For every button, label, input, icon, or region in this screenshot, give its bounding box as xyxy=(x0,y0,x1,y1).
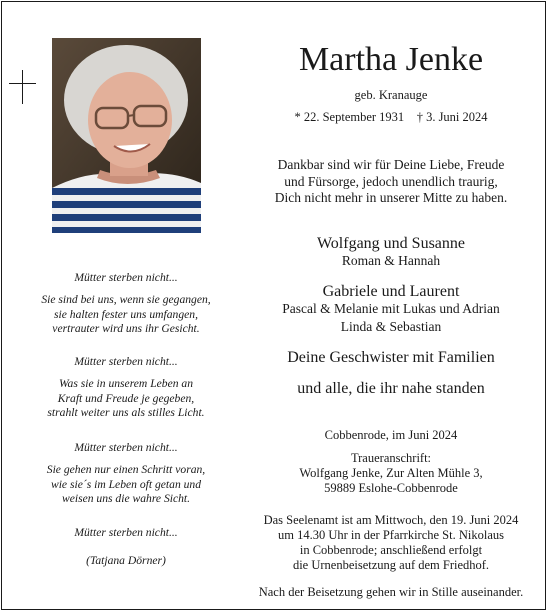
siblings: Deine Geschwister mit Familien xyxy=(287,349,495,366)
poem-refrain: Mütter sterben nicht... xyxy=(74,441,178,454)
poem-refrain: Mütter sterben nicht... xyxy=(74,526,178,539)
gratitude-text: Dankbar sind wir für Deine Liebe, Freude und Fürsorge, jedoch unendlich traurig, Dich nicht mehr in unserer Mitte zu haben. xyxy=(274,157,508,205)
poem-stanza-3: Sie gehen nur einen Schritt voran, wie sie´s im Leben oft getan und weisen uns die wahre Sicht. xyxy=(46,463,206,505)
maiden-name: geb. Kranauge xyxy=(354,88,428,102)
family-group-2-sub: Pascal & Melanie mit Lukas und Adrian xyxy=(282,301,500,316)
family-group-1-sub: Roman & Hannah xyxy=(341,253,441,268)
family-group-2: Gabriele und Laurent xyxy=(322,283,460,300)
poem-refrain: Mütter sterben nicht... xyxy=(74,355,178,368)
poem-stanza-1: Sie sind bei uns, wenn sie gegangen, sie halten fester uns umfangen, vertrauter wird uns ihr Gesicht. xyxy=(41,293,211,335)
place-date: Cobbenrode, im Juni 2024 xyxy=(324,428,458,442)
deceased-name: Martha Jenke xyxy=(298,41,484,78)
poem-refrain: Mütter sterben nicht... xyxy=(74,271,178,284)
closing-note: Nach der Beisetzung gehen wir in Stille auseinander. xyxy=(258,585,524,599)
life-dates xyxy=(240,110,542,125)
birth-date: * 22. September 1931 xyxy=(294,110,405,124)
poem-stanza-2: Was sie in unserem Leben an Kraft und Freude je gegeben, strahlt weiter uns als stilles Licht. xyxy=(47,377,205,419)
service-info: Das Seelenamt ist am Mittwoch, den 19. Juni 2024 um 14.30 Uhr in der Pfarrkirche St. Nikolaus in Cobbenrode; anschließend erfolgt die Urnenbeisetzung auf dem Friedhof. xyxy=(263,513,519,572)
others: und alle, die ihr nahe standen xyxy=(297,380,485,397)
death-date: † 3. Juni 2024 xyxy=(416,110,488,124)
family-group-1: Wolfgang und Susanne xyxy=(316,235,466,252)
family-group-2-sub2: Linda & Sebastian xyxy=(340,319,442,334)
portrait-photo xyxy=(52,38,201,233)
poem-author: (Tatjana Dörner) xyxy=(86,554,166,567)
mourning-address: Traueranschrift: Wolfgang Jenke, Zur Alten Mühle 3, 59889 Eslohe-Cobbenrode xyxy=(299,451,483,495)
